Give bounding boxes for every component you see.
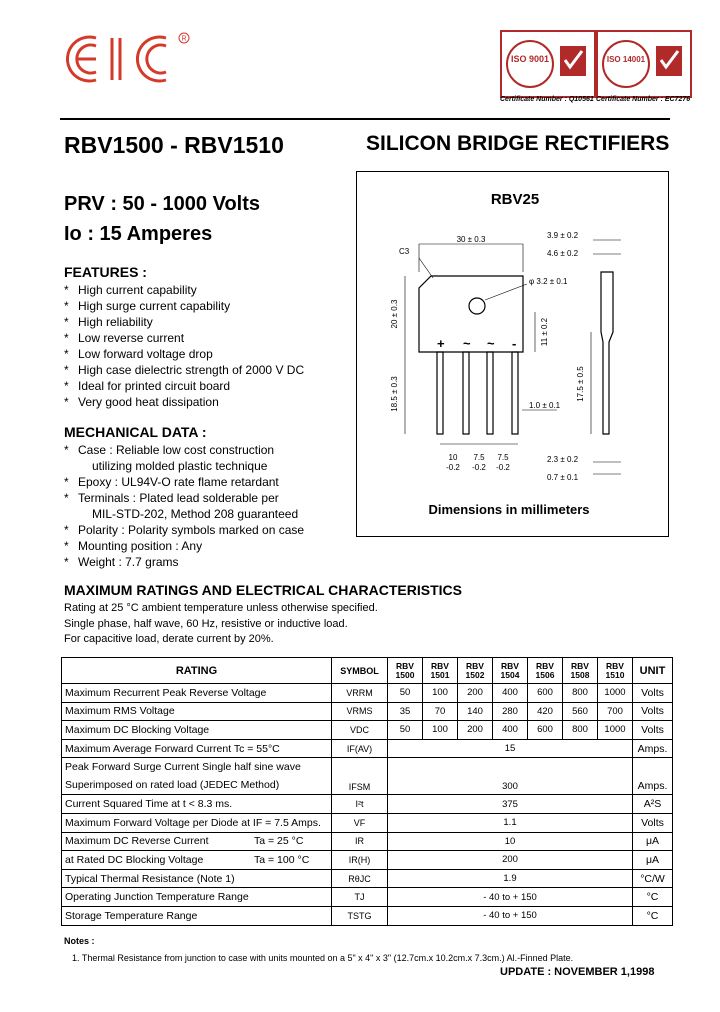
row-symbol: VRRM [332, 684, 388, 703]
col-part: RBV 1501 [423, 658, 458, 684]
row-unit: Amps. [633, 758, 673, 795]
dim-07: 0.7 ± 0.1 [547, 473, 579, 482]
table-row [62, 906, 673, 925]
note-1: 1. Thermal Resistance from junction to case with units mounted on a 5" x 4" x 3" (12.7cm.x 10.2cm.x 7.3cm.) Al.-Finned Plate. [72, 953, 574, 963]
row-symbol: IFSM [332, 758, 388, 795]
table-cell: 100 [423, 721, 458, 740]
table-cell: 800 [563, 684, 598, 703]
table-row [62, 813, 673, 832]
row-symbol: VRMS [332, 702, 388, 721]
notes-heading: Notes : [64, 936, 95, 946]
lead-3 [487, 352, 493, 434]
condition-line: Single phase, half wave, 60 Hz, resistive or inductive load. [64, 617, 348, 630]
row-unit: Amps. [633, 739, 673, 758]
table-cell: 800 [563, 721, 598, 740]
cert1-text: ISO 9001 [510, 54, 550, 64]
table-row [62, 758, 673, 795]
row-unit: Volts [633, 702, 673, 721]
row-rating: Maximum RMS Voltage [62, 702, 332, 721]
polarity-ac2: ~ [487, 336, 495, 351]
table-row [62, 795, 673, 814]
col-part: RBV 1508 [563, 658, 598, 684]
dim-c3: C3 [399, 247, 410, 256]
svg-text:R: R [181, 35, 187, 43]
row-rating: Maximum DC Blocking Voltage [62, 721, 332, 740]
mechanical-item: * Epoxy : UL94V-O rate flame retardant [64, 474, 304, 490]
row-unit: Volts [633, 813, 673, 832]
side-view [601, 272, 613, 434]
eic-logo [66, 30, 196, 88]
dim-175: 17.5 ± 0.5 [576, 366, 585, 402]
feature-item: * High case dielectric strength of 2000 V DC [64, 362, 304, 378]
polarity-minus: - [512, 336, 517, 351]
row-symbol: IR(H) [332, 851, 388, 870]
mechanical-item: * Weight : 7.7 grams [64, 554, 304, 570]
cert1-number: Certificate Number : Q10561 [500, 96, 594, 103]
table-cell: 100 [423, 684, 458, 703]
table-cell: 1000 [598, 684, 633, 703]
row-rating: Maximum DC Reverse Current Ta = 25 °C [62, 832, 332, 851]
table-cell: 560 [563, 702, 598, 721]
package-name: RBV25 [490, 191, 540, 208]
feature-item: * Very good heat dissipation [64, 394, 304, 410]
table-cell: 15 [388, 739, 633, 758]
row-unit: A²S [633, 795, 673, 814]
feature-item: * Ideal for printed circuit board [64, 378, 304, 394]
table-cell: 300 [388, 758, 633, 795]
row-rating: Storage Temperature Range [62, 906, 332, 925]
cert2-text: ISO 14001 [606, 55, 646, 64]
row-symbol: VF [332, 813, 388, 832]
row-rating: Maximum Recurrent Peak Reverse Voltage [62, 684, 332, 703]
cert2-number: Certificate Number : EC7276 [596, 96, 691, 103]
features-heading: FEATURES : [64, 264, 147, 280]
table-cell: 50 [388, 721, 423, 740]
table-cell: 140 [458, 702, 493, 721]
row-symbol: IF(AV) [332, 739, 388, 758]
table-header-row [62, 658, 673, 684]
table-row [62, 851, 673, 870]
prv-spec: PRV : 50 - 1000 Volts [64, 193, 261, 215]
table-row [62, 869, 673, 888]
dim-185: 18.5 ± 0.3 [390, 376, 399, 412]
table-row [62, 702, 673, 721]
mounting-hole [469, 298, 485, 314]
update-date: UPDATE : NOVEMBER 1,1998 [500, 966, 655, 978]
diagram-caption: Dimensions in millimeters [428, 502, 590, 517]
row-rating: Operating Junction Temperature Range [62, 888, 332, 907]
table-row [62, 739, 673, 758]
iso14001-certificate-mark [596, 30, 692, 98]
feature-item: * Low forward voltage drop [64, 346, 304, 362]
col-part: RBV 1504 [493, 658, 528, 684]
row-symbol: TSTG [332, 906, 388, 925]
table-cell: 1000 [598, 721, 633, 740]
pitch-75b: 7.5 [497, 453, 509, 462]
mechanical-item: * Mounting position : Any [64, 538, 304, 554]
row-rating: Current Squared Time at t < 8.3 ms. [62, 795, 332, 814]
table-cell: 600 [528, 684, 563, 703]
io-spec: Io : 15 Amperes [64, 223, 213, 245]
col-rating: RATING [62, 658, 332, 684]
row-unit: Volts [633, 684, 673, 703]
feature-item: * High surge current capability [64, 298, 304, 314]
feature-item: * High current capability [64, 282, 304, 298]
table-cell: 35 [388, 702, 423, 721]
condition-line: For capacitive load, derate current by 20%. [64, 633, 274, 645]
product-title: SILICON BRIDGE RECTIFIERS [366, 132, 670, 155]
features-list [64, 282, 304, 410]
part-range: RBV1500 - RBV1510 [64, 132, 284, 158]
table-cell: - 40 to + 150 [388, 906, 633, 925]
dim-11: 11 ± 0.2 [540, 317, 549, 347]
dim-10: 1.0 ± 0.1 [529, 401, 561, 410]
row-symbol: TJ [332, 888, 388, 907]
mechanical-item: * Case : Reliable low cost construction [64, 442, 304, 458]
row-unit: °C/W [633, 869, 673, 888]
table-cell: 50 [388, 684, 423, 703]
col-part: RBV 1506 [528, 658, 563, 684]
iso9001-certificate-mark [500, 30, 596, 98]
dim-46: 4.6 ± 0.2 [547, 249, 579, 258]
row-symbol: IR [332, 832, 388, 851]
col-symbol: SYMBOL [332, 658, 388, 684]
table-cell: 400 [493, 684, 528, 703]
pitch-10-tol: -0.2 [446, 463, 460, 472]
table-row [62, 832, 673, 851]
polarity-plus: + [437, 336, 445, 351]
table-cell: 280 [493, 702, 528, 721]
row-rating: Typical Thermal Resistance (Note 1) [62, 869, 332, 888]
pitch-75b-tol: -0.2 [496, 463, 510, 472]
row-rating: at Rated DC Blocking Voltage Ta = 100 °C [62, 851, 332, 870]
table-cell: 10 [388, 832, 633, 851]
table-cell: 1.1 [388, 813, 633, 832]
mechanical-item: MIL-STD-202, Method 208 guaranteed [92, 507, 299, 521]
table-cell: 700 [598, 702, 633, 721]
lead-2 [463, 352, 469, 434]
pitch-10: 10 [448, 453, 458, 462]
col-part: RBV 1502 [458, 658, 493, 684]
row-unit: °C [633, 888, 673, 907]
mechanical-heading: MECHANICAL DATA : [64, 424, 207, 440]
row-unit: °C [633, 906, 673, 925]
pitch-75a-tol: -0.2 [472, 463, 486, 472]
rating-conditions [64, 601, 378, 648]
dim-23: 2.3 ± 0.2 [547, 455, 579, 464]
row-unit: μA [633, 851, 673, 870]
table-cell: 70 [423, 702, 458, 721]
condition-line: Rating at 25 °C ambient temperature unless otherwise specified. [64, 602, 378, 614]
table-cell: 200 [388, 851, 633, 870]
row-rating: Maximum Forward Voltage per Diode at IF = 7.5 Amps. [62, 813, 332, 832]
ratings-heading: MAXIMUM RATINGS AND ELECTRICAL CHARACTERISTICS [64, 582, 462, 598]
table-cell: 200 [458, 721, 493, 740]
feature-item: * High reliability [64, 314, 304, 330]
table-cell: 1.9 [388, 869, 633, 888]
package-body [419, 276, 523, 352]
table-cell: - 40 to + 150 [388, 888, 633, 907]
dim-39: 3.9 ± 0.2 [547, 231, 579, 240]
mechanical-item: * Polarity : Polarity symbols marked on case [64, 522, 304, 538]
mechanical-item: * Terminals : Plated lead solderable per [64, 490, 304, 506]
col-unit: UNIT [633, 658, 673, 684]
row-unit: μA [633, 832, 673, 851]
row-symbol: VDC [332, 721, 388, 740]
dim-30: 30 ± 0.3 [456, 235, 486, 244]
row-symbol: I²t [332, 795, 388, 814]
table-cell: 600 [528, 721, 563, 740]
dim-20: 20 ± 0.3 [390, 299, 399, 329]
pitch-75a: 7.5 [473, 453, 485, 462]
row-rating: Maximum Average Forward Current Tc = 55°C [62, 739, 332, 758]
col-part: RBV 1510 [598, 658, 633, 684]
table-row [62, 721, 673, 740]
col-part: RBV 1500 [388, 658, 423, 684]
table-cell: 400 [493, 721, 528, 740]
ratings-table [61, 657, 673, 926]
lead-1 [437, 352, 443, 434]
row-symbol: RθJC [332, 869, 388, 888]
mechanical-item: utilizing molded plastic technique [92, 459, 268, 473]
key-specs [64, 189, 260, 249]
table-row [62, 888, 673, 907]
polarity-ac1: ~ [463, 336, 471, 351]
header-divider [60, 118, 670, 120]
table-cell: 375 [388, 795, 633, 814]
mechanical-list [64, 442, 304, 570]
row-rating: Peak Forward Surge Current Single half sine wave Superimposed on rated load (JEDEC Method) [62, 758, 332, 795]
table-cell: 420 [528, 702, 563, 721]
table-cell: 200 [458, 684, 493, 703]
table-row [62, 684, 673, 703]
row-unit: Volts [633, 721, 673, 740]
feature-item: * Low reverse current [64, 330, 304, 346]
package-diagram-box [356, 171, 669, 537]
lead-4 [512, 352, 518, 434]
dim-hole: φ 3.2 ± 0.1 [529, 277, 568, 286]
